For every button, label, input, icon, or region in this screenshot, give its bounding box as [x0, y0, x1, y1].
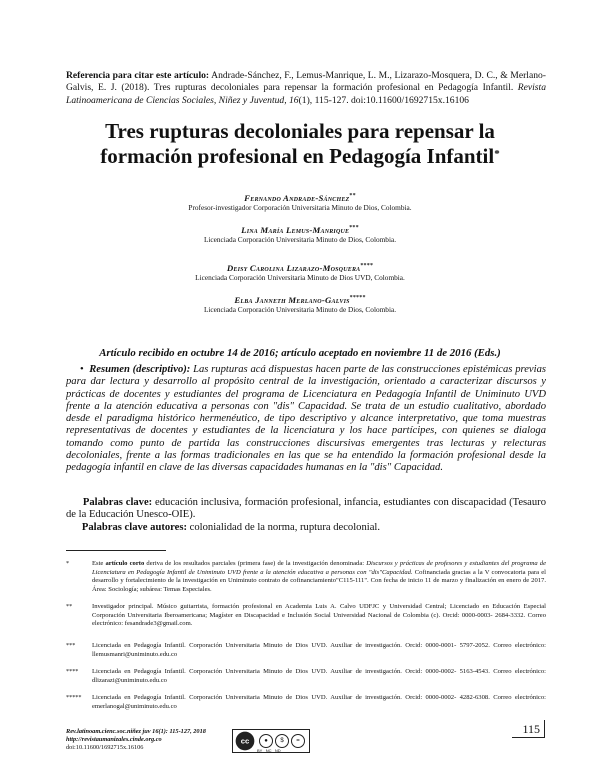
footer-url: http://revistaumanizales.cinde.org.co: [66, 735, 162, 743]
footer-journal: Rev.latinoam.cienc.soc.niñez juv 16(1): 115-127, 2018: [66, 728, 206, 735]
author-block: [0, 263, 600, 282]
author-affiliation: Licenciada Corporación Universitaria Minuto de Dios, Colombia.: [203, 305, 397, 314]
footnote: [66, 668, 546, 685]
citation-block: [66, 70, 546, 107]
keywords-authors-label: Palabras clave autores:: [81, 522, 188, 533]
license-codes: [257, 748, 281, 753]
received-date: Artículo recibido en octubre 14 de 2016; artículo aceptado en noviembre 11 de 2016 (Eds.): [99, 347, 501, 359]
person-icon: ●: [259, 734, 273, 748]
citation-label: Referencia para citar este artículo:: [66, 70, 210, 81]
author-mark: ****: [360, 263, 374, 270]
author-block: [0, 193, 600, 212]
equals-icon: =: [291, 734, 305, 748]
abstract: [66, 364, 546, 474]
author-name: Elba Janneth Merlano-Galvis: [234, 295, 350, 305]
footnote-mark: *****: [66, 694, 82, 701]
footnote-lead: Este: [92, 560, 106, 567]
author-block: [0, 225, 600, 244]
footnote-bold: artículo corto: [105, 560, 145, 567]
footnote-text: Investigador principal. Músico guitarrista, formación profesional en Academia Luis A. Calvo UDFJC y Universidad Central; Licenciado en Educación Especial Corporación Universitaria Iberoamericana; Magíster en Discapacidad e Inclusión Social Universidad Nacional de Colombia (c). Orcid: 0000-0003- 2684-3332. Correo electrónico: fesandrade3@gmail.com.: [92, 603, 546, 628]
article-title-text: Tres rupturas decoloniales para repensar la formación profesional en Pedagogía Infantil: [100, 119, 495, 168]
footnote-italic: Discursos y prácticas de profesores y estudiantes del programa de Licenciatura en Pedagogía Infantil de Uniminuto UVD frente a la atención educativa a personas con "dis"Capacidad.: [92, 560, 546, 576]
footnote-mark: ****: [66, 668, 79, 675]
author-affiliation: Licenciada Corporación Universitaria Minuto de Dios, Colombia.: [203, 235, 397, 244]
footnote: [66, 694, 546, 711]
footnote: [66, 642, 546, 659]
author-name: Deisy Carolina Lizarazo-Mosquera: [226, 263, 361, 273]
article-title-mark: *: [494, 148, 500, 160]
no-dollar-icon: $: [275, 734, 289, 748]
author-mark: **: [349, 193, 356, 200]
author-affiliation: Licenciada Corporación Universitaria Minuto de Dios UVD, Colombia.: [195, 273, 405, 282]
license-by: BY: [257, 748, 263, 753]
cc-license-badge[interactable]: [232, 729, 310, 753]
footnote-text: Licenciada en Pedagogía Infantil. Corporación Universitaria Minuto de Dios UVD. Auxiliar de investigación. Orcid: 0000-0002- 4282-6308. Correo electrónico: emerlanogal@uniminuto.edu.co: [92, 694, 546, 710]
author-affiliation: Profesor-investigador Corporación Universitaria Minuto de Dios, Colombia.: [188, 203, 412, 212]
license-nc: NC: [265, 748, 272, 753]
keywords-authors: [66, 522, 546, 534]
author-name: Fernando Andrade-Sánchez: [244, 193, 350, 203]
footnote-text: deriva de los resultados parciales (primera fase) de la investigación denominada:: [144, 560, 367, 567]
keywords: [66, 497, 546, 522]
citation-rest: (1), 115-127. doi:10.11600/1692715x.16106: [298, 94, 469, 106]
cc-icon: cc: [236, 732, 255, 751]
footnote-text: Licenciada en Pedagogía Infantil. Corporación Universitaria Minuto de Dios UVD. Auxiliar de investigación. Orcid: 0000-0001- 5797-2052. Correo electrónico: llemusmanri@uniminuto.edu.co: [92, 642, 546, 658]
author-mark: ***: [349, 225, 359, 232]
keywords-authors-text: colonialidad de la norma, ruptura decolonial.: [187, 522, 381, 533]
footer-info: [66, 728, 206, 751]
abstract-bullet: •: [79, 364, 84, 375]
abstract-label: Resumen (descriptivo):: [89, 364, 191, 375]
page-number: 115: [512, 720, 545, 738]
footnote-divider: [66, 550, 166, 551]
abstract-text: Las rupturas acá dispuestas hacen parte de las construcciones epistémicas previas para dar lectura y desarrollo al propósito central de la investigación, orientado a caracterizar discursos y prácticas de docentes y estudiantes del programa de Licenciatura en Pedagogía Infantil de Uniminuto UVD frente a la atención educativa a personas con "dis" Capacidad. Se trata de un estudio cualitativo, abordado desde el paradigma histórico hermenéutico, de tipo descriptivo y alcance interpretativo, que toma muestras representativas de docentes y estudiantes de la licenciatura y los hace partícipes, con quienes se dialoga tomando como punto de partida las construcciones discursivas emergentes tras lecturas y relecturas decoloniales, frente a las formas tradicionales en las que se ha entendido la formación profesional desde la pedagogía infantil en clave de las diversas capacidades humanas en la "dis" Capacidad.: [66, 364, 546, 473]
license-nd: ND: [274, 748, 281, 753]
footnote-mark: ***: [66, 642, 76, 649]
author-block: [0, 295, 600, 314]
citation-journal: Revista Latinoamericana de Ciencias Sociales, Niñez y Juventud, 16: [66, 82, 546, 106]
author-name: Lina María Lemus-Manrique: [241, 225, 350, 235]
footnote-mark: *: [66, 560, 70, 567]
article-title: [60, 119, 540, 169]
footnote-text: Cofinanciada gracias a la V convocatoria para el desarrollo y fortalecimiento de la investigación en Uniminuto contrato de cofinanciamiento"C115-111". Con fecha de inicio 11 de marzo y finalización en enero de 2017. Área: Sociología; subárea: Temas Especiales.: [92, 568, 546, 593]
footnote-mark: **: [66, 603, 73, 610]
footnote: [66, 560, 546, 594]
keywords-label: Palabras clave:: [82, 497, 153, 508]
footnote-text: Licenciada en Pedagogía Infantil. Corporación Universitaria Minuto de Dios UVD. Auxiliar de investigación. Orcid: 0000-0002- 5163-4543. Correo electrónico: dlizarazi@uniminuto.edu.co: [92, 668, 546, 684]
author-mark: *****: [349, 295, 366, 302]
footnote: [66, 603, 546, 629]
keywords-text: educación inclusiva, formación profesional, infancia, estudiantes con discapacidad (Tesauro de la Educación Unesco-OIE).: [66, 497, 546, 521]
citation-authors: Andrade-Sánchez, F., Lemus-Manrique, L. M., Lizarazo-Mosquera, D. C., & Merlano-Galvis, E. J. (2018). Tres rupturas decoloniales para repensar la formación profesional en Pedagogía Infantil.: [66, 70, 546, 94]
footer-doi: doi:10.11600/1692715x.16106: [66, 743, 144, 751]
